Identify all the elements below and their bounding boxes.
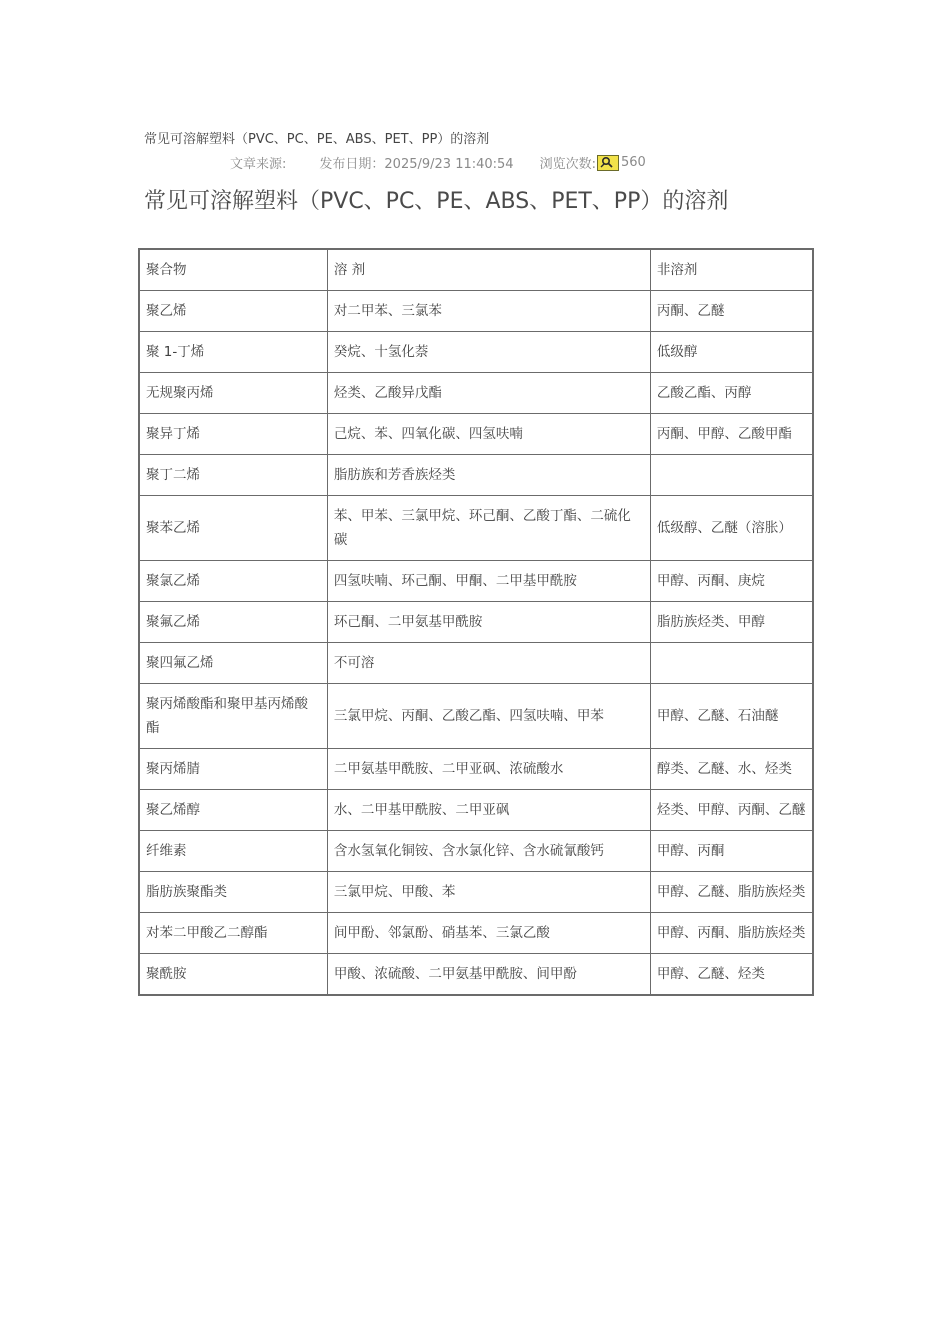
table-row xyxy=(139,684,813,749)
nonsolvent-cell: 甲醇、乙醚、烃类 xyxy=(650,954,813,996)
nonsolvent-cell: 甲醇、乙醚、脂肪族烃类 xyxy=(650,872,813,913)
nonsolvent-cell: 甲醇、丙酮、庚烷 xyxy=(650,561,813,602)
solvent-cell: 水、二甲基甲酰胺、二甲亚砜 xyxy=(327,790,650,831)
nonsolvent-cell: 丙酮、甲醇、乙酸甲酯 xyxy=(650,414,813,455)
nonsolvent-cell: 甲醇、丙酮、脂肪族烃类 xyxy=(650,913,813,954)
polymer-cell: 聚异丁烯 xyxy=(139,414,327,455)
solvent-cell: 脂肪族和芳香族烃类 xyxy=(327,455,650,496)
polymer-cell: 聚乙烯 xyxy=(139,291,327,332)
polymer-cell: 聚苯乙烯 xyxy=(139,496,327,561)
views-count: 560 xyxy=(620,155,646,170)
article-title: 常见可溶解塑料（PVC、PC、PE、ABS、PET、PP）的溶剂 xyxy=(144,189,729,214)
table-row xyxy=(139,643,813,684)
nonsolvent-cell: 甲醇、丙酮 xyxy=(650,831,813,872)
solvent-cell: 甲酸、浓硫酸、二甲氨基甲酰胺、间甲酚 xyxy=(327,954,650,996)
table-row xyxy=(139,561,813,602)
polymer-cell: 聚丙烯腈 xyxy=(139,749,327,790)
nonsolvent-cell xyxy=(650,455,813,496)
polymer-cell: 聚 1-丁烯 xyxy=(139,332,327,373)
solvent-cell: 三氯甲烷、丙酮、乙酸乙酯、四氢呋喃、甲苯 xyxy=(327,684,650,749)
header-cell-polymer: 聚合物 xyxy=(139,249,327,291)
polymer-cell: 聚丙烯酸酯和聚甲基丙烯酸酯 xyxy=(139,684,327,749)
solvent-cell: 不可溶 xyxy=(327,643,650,684)
table-row xyxy=(139,455,813,496)
solvent-cell: 含水氢氧化铜铵、含水氯化锌、含水硫氰酸钙 xyxy=(327,831,650,872)
nonsolvent-cell: 乙酸乙酯、丙醇 xyxy=(650,373,813,414)
polymer-cell: 脂肪族聚酯类 xyxy=(139,872,327,913)
eye-counter-icon xyxy=(597,155,619,171)
nonsolvent-cell: 低级醇、乙醚（溶胀） xyxy=(650,496,813,561)
polymer-cell: 聚乙烯醇 xyxy=(139,790,327,831)
solvent-cell: 癸烷、十氢化萘 xyxy=(327,332,650,373)
solvent-cell: 三氯甲烷、甲酸、苯 xyxy=(327,872,650,913)
solvent-cell: 二甲氨基甲酰胺、二甲亚砜、浓硫酸水 xyxy=(327,749,650,790)
solvent-table xyxy=(138,248,814,996)
table-row xyxy=(139,790,813,831)
table-row xyxy=(139,831,813,872)
solvent-cell: 对二甲苯、三氯苯 xyxy=(327,291,650,332)
polymer-cell: 聚氟乙烯 xyxy=(139,602,327,643)
polymer-cell: 对苯二甲酸乙二醇酯 xyxy=(139,913,327,954)
table-row xyxy=(139,872,813,913)
nonsolvent-cell: 低级醇 xyxy=(650,332,813,373)
table-row xyxy=(139,749,813,790)
nonsolvent-cell: 甲醇、乙醚、石油醚 xyxy=(650,684,813,749)
header-cell-nonsolvent: 非溶剂 xyxy=(650,249,813,291)
solvent-cell: 间甲酚、邻氯酚、硝基苯、三氯乙酸 xyxy=(327,913,650,954)
article-small-title: 常见可溶解塑料（PVC、PC、PE、ABS、PET、PP）的溶剂 xyxy=(144,132,490,147)
solvent-cell: 苯、甲苯、三氯甲烷、环己酮、乙酸丁酯、二硫化碳 xyxy=(327,496,650,561)
source-label: 文章来源: xyxy=(230,157,287,172)
nonsolvent-cell: 醇类、乙醚、水、烃类 xyxy=(650,749,813,790)
polymer-cell: 无规聚丙烯 xyxy=(139,373,327,414)
table-row xyxy=(139,332,813,373)
article-meta xyxy=(230,153,646,172)
nonsolvent-cell: 脂肪族烃类、甲醇 xyxy=(650,602,813,643)
table-row xyxy=(139,291,813,332)
polymer-cell: 纤维素 xyxy=(139,831,327,872)
table-row xyxy=(139,496,813,561)
solvent-cell: 己烷、苯、四氧化碳、四氢呋喃 xyxy=(327,414,650,455)
header-cell-solvent: 溶 剂 xyxy=(327,249,650,291)
nonsolvent-cell: 烃类、甲醇、丙酮、乙醚 xyxy=(650,790,813,831)
table-row xyxy=(139,954,813,996)
solvent-cell: 四氢呋喃、环己酮、甲酮、二甲基甲酰胺 xyxy=(327,561,650,602)
polymer-cell: 聚酰胺 xyxy=(139,954,327,996)
view-count xyxy=(540,153,646,172)
date-label: 发布日期： xyxy=(319,157,385,172)
table-header-row xyxy=(139,249,813,291)
solvent-cell: 环己酮、二甲氨基甲酰胺 xyxy=(327,602,650,643)
table-row xyxy=(139,373,813,414)
date-value: 2025/9/23 11:40:54 xyxy=(384,157,514,172)
solvent-cell: 烃类、乙酸异戊酯 xyxy=(327,373,650,414)
polymer-cell: 聚氯乙烯 xyxy=(139,561,327,602)
polymer-cell: 聚四氟乙烯 xyxy=(139,643,327,684)
table-row xyxy=(139,913,813,954)
polymer-cell: 聚丁二烯 xyxy=(139,455,327,496)
nonsolvent-cell: 丙酮、乙醚 xyxy=(650,291,813,332)
publish-date xyxy=(319,153,513,172)
views-label: 浏览次数: xyxy=(539,157,596,172)
nonsolvent-cell xyxy=(650,643,813,684)
table-row xyxy=(139,602,813,643)
table-row xyxy=(139,414,813,455)
